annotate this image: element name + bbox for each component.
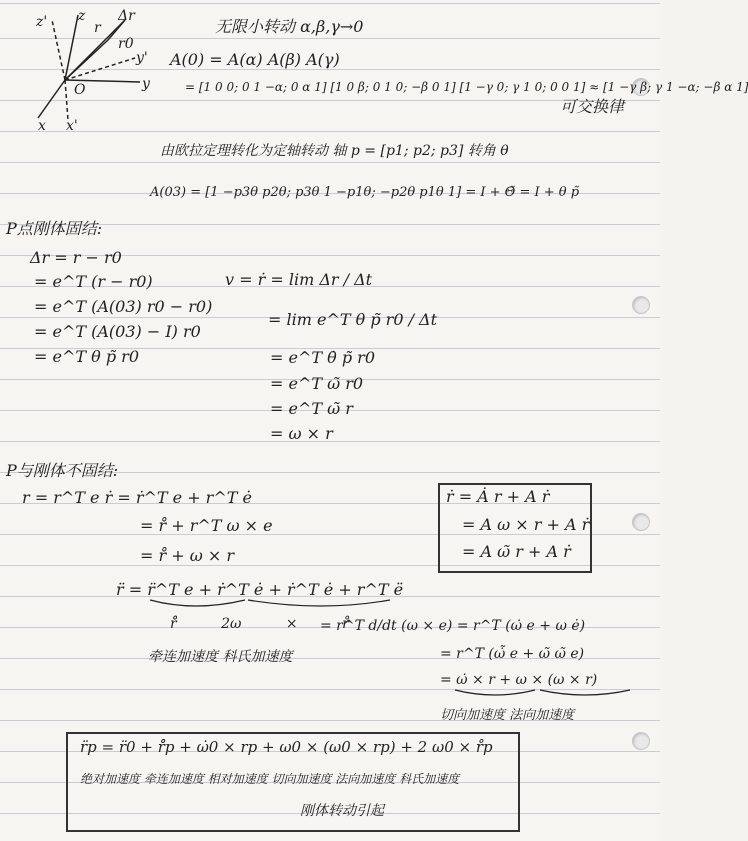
note-line: = e^T (r − r0) [34,272,153,291]
note-line: r̊̊ 2ω × r̊ [170,616,349,632]
note-line: 牵连加速度 科氏加速度 [148,649,293,665]
box-line: r̈p = r̈0 + r̊̊p + ω̇0 × rp + ω0 × (ω0 × rp) + 2 ω0 × r̊p [80,738,493,756]
note-line: A(03) = [1 −p3θ p2θ; p3θ 1 −p1θ; −p2θ p1θ 1] = I + Θ̃ = I + θ p̃ [150,185,580,200]
note-line: Δr = r − r0 [30,248,122,267]
note-line: 由欧拉定理转化为定轴转动 轴 p = [p1; p2; p3] 转角 θ [160,143,509,159]
origin-label: O [74,82,86,98]
note-line: 可交换律 [560,97,625,116]
note-line: = lim e^T θ p̃ r0 / Δt [268,310,438,329]
note-line: = ω × r [270,424,333,443]
note-line: = e^T (A(03) − I) r0 [34,322,201,341]
box-line: 刚体转动引起 [300,803,384,819]
note-line: v = ṙ = lim Δr / Δt [225,270,373,289]
note-line: = r̊ + ω × r [140,546,234,565]
section-heading: P点刚体固结: [6,219,103,238]
note-line: = r^T d/dt (ω × e) = r^T (ω̇ e + ω ė) [320,618,586,634]
box-line: 绝对加速度 牵连加速度 相对加速度 切向加速度 法向加速度 科氏加速度 [80,772,460,786]
note-line: = [1 0 0; 0 1 −α; 0 α 1] [1 0 β; 0 1 0; −β 0 1] [1 −γ 0; γ 1 0; 0 0 1] ≈ [1 −γ β; γ 1 −α; −β α 1] [185,80,748,94]
note-line: r = r^T e ṙ = ṙ^T e + r^T ė [22,488,252,507]
note-line: = e^T ω̃ r0 [270,374,364,393]
dr-label: Δr [118,8,135,24]
note-line: 切向加速度 法向加速度 [440,708,575,723]
y-label: y [142,76,150,92]
box-line: = A ω × r + A ṙ [462,515,590,534]
box-line: ṙ = Ȧ r + A ṙ [446,487,550,506]
note-line: r̈ = r̈^T e + ṙ^T ė + ṙ^T ė + r^T ë [116,580,404,599]
x-label: x [38,118,46,134]
note-line: = e^T θ̇ p̃ r0 [270,348,375,367]
box-line: = A ω̃ r + A ṙ [462,542,571,561]
z-label: z [78,8,86,24]
z-prime-label: z' [36,14,48,30]
r0-label: r0 [118,36,134,52]
note-line: = ω̇ × r + ω × (ω × r) [440,672,598,688]
y-prime-label: y' [136,50,148,66]
note-line: = e^T ω̃ r [270,399,353,418]
note-line: 无限小转动 α,β,γ→0 [215,17,364,36]
note-line: = e^T (A(03) r0 − r0) [34,297,213,316]
note-line: = r̊ + r^T ω × e [140,516,273,535]
section-heading: P与刚体不固结: [6,461,119,480]
note-line: = e^T θ p̃ r0 [34,347,139,366]
r-label: r [94,20,101,36]
x-prime-label: x' [66,118,78,134]
note-line: A(0) = A(α) A(β) A(γ) [170,50,340,69]
note-line: = r^T (ω̇̃ e + ω̃ ω̃ e) [440,646,585,662]
